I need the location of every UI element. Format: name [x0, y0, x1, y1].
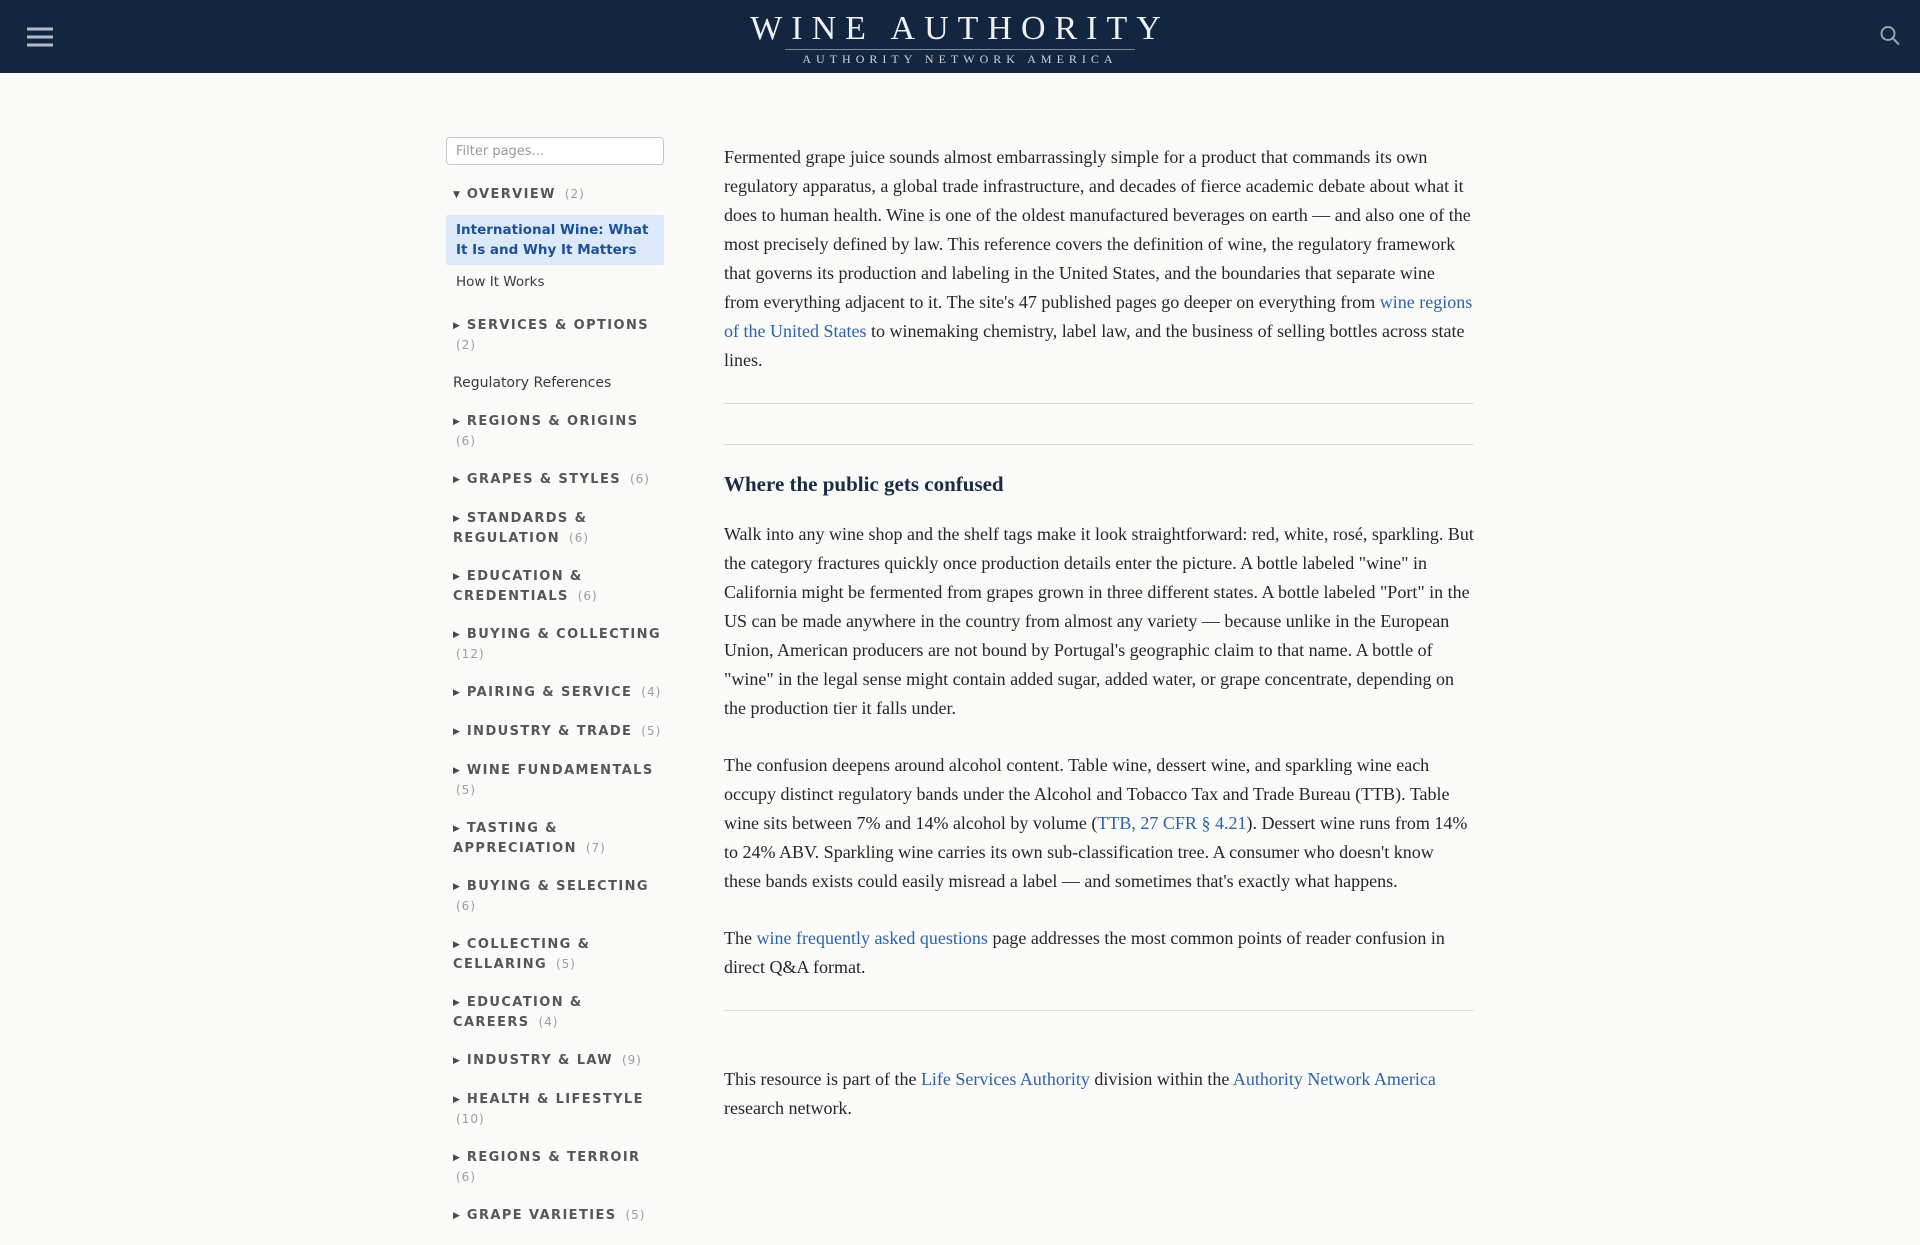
section-heading: Where the public gets confused: [724, 472, 1004, 496]
sidebar-section-count: (4): [538, 1015, 559, 1029]
sidebar-section-count: (4): [641, 685, 662, 699]
chevron-right-icon: ▶: [453, 882, 460, 892]
sidebar-section-count: (6): [569, 531, 590, 545]
sidebar-section-count: (9): [621, 1053, 642, 1067]
sidebar-section-count: (5): [555, 957, 576, 971]
sidebar-section-toggle-education-careers[interactable]: [446, 993, 664, 1032]
sidebar-section-toggle-education-credentials[interactable]: [446, 567, 664, 606]
site-title: WINE AUTHORITY: [750, 10, 1170, 47]
sidebar-section-count: (6): [456, 1170, 476, 1184]
sidebar-section-grapes-styles: [446, 470, 664, 490]
chevron-right-icon: ▶: [453, 475, 460, 485]
site-brand: [0, 0, 1920, 66]
sidebar-section-overview: [446, 185, 664, 297]
site-subtitle: AUTHORITY NETWORK AMERICA: [802, 52, 1118, 66]
sidebar-section-toggle-standards-regulation[interactable]: [446, 509, 664, 548]
sidebar-section-grape-varieties: [446, 1206, 664, 1226]
sidebar-section-toggle-grape-varieties[interactable]: [446, 1206, 664, 1226]
sidebar-section-count: (6): [456, 899, 476, 913]
paragraph: The confusion deepens around alcohol content. Table wine, dessert wine, and sparkling wine each occupy distinct regulatory bands under the Alcohol and Tobacco Tax and Trade Bureau (TTB). Table wine sits between 7% and 14% alcohol by volume (TTB, 27 CFR § 4.21). Dessert wine runs from 14% to 24% ABV. Sparkling wine carries its own sub-classification tree. A consumer who doesn't know these bands exists could easily misread a label — and sometimes that's exactly what happens.: [724, 755, 1468, 891]
sidebar-section-label: HEALTH & LIFESTYLE: [466, 1092, 644, 1107]
sidebar-section-count: (6): [456, 434, 476, 448]
sidebar-section-label: SERVICES & OPTIONS: [466, 318, 650, 333]
page-container: [446, 73, 1474, 1245]
chevron-down-icon: ▼: [453, 190, 460, 200]
chevron-right-icon: ▶: [453, 1153, 460, 1163]
sidebar-section-toggle-grapes-styles[interactable]: [446, 470, 664, 490]
sidebar-section-label: TASTING & APPRECIATION: [453, 821, 577, 856]
chevron-right-icon: ▶: [453, 727, 460, 737]
sidebar-section-label: WINE FUNDAMENTALS: [466, 763, 654, 778]
hamburger-menu-button[interactable]: [27, 22, 53, 51]
text-link-wine-regions-of-the-united-states[interactable]: wine regions of the United States: [724, 292, 1473, 341]
chevron-right-icon: ▶: [453, 1056, 460, 1066]
divider-line: [724, 444, 1474, 445]
sidebar-item-international-wine-what-it-is-and-why-it-matters[interactable]: International Wine: What It Is and Why It Matters: [446, 215, 664, 265]
sidebar-section-toggle-overview[interactable]: [446, 185, 664, 205]
sidebar-section-toggle-wine-fundamentals[interactable]: [446, 761, 664, 800]
sidebar-section-count: (5): [625, 1208, 646, 1222]
sidebar-section-wine-fundamentals: [446, 761, 664, 800]
sidebar-section-toggle-regions-origins[interactable]: [446, 412, 664, 451]
double-section-divider: [724, 403, 1474, 445]
sidebar-section-toggle-buying-collecting[interactable]: [446, 625, 664, 664]
text-link-wine-frequently-asked-questions[interactable]: wine frequently asked questions: [756, 928, 988, 948]
sidebar-section-services-options: [446, 316, 664, 355]
sidebar-item-how-it-works[interactable]: How It Works: [456, 274, 545, 290]
sidebar-section-label: REGIONS & TERROIR: [466, 1150, 641, 1165]
text-link-authority-network-america[interactable]: Authority Network America: [1232, 1069, 1436, 1089]
paragraph: Fermented grape juice sounds almost embarrassingly simple for a product that commands its own regulatory apparatus, a global trade infrastructure, and decades of fierce academic debate about what it does to human health. Wine is one of the oldest manufactured beverages on earth — and also one of the most precisely defined by law. This reference covers the definition of wine, the regulatory framework that governs its production and labeling in the United States, and the boundaries that separate wine from everything adjacent to it. The site's 47 published pages go deeper on everything from wine regions of the United States to winemaking chemistry, label law, and the business of selling bottles across state lines.: [724, 147, 1473, 370]
sidebar-section-label: PAIRING & SERVICE: [466, 685, 633, 700]
filter-pages-input[interactable]: [446, 137, 664, 165]
brand-divider: [785, 49, 1135, 50]
hamburger-icon: [27, 27, 53, 46]
sidebar-item-regulatory-references[interactable]: Regulatory References: [453, 375, 612, 391]
paragraph: Walk into any wine shop and the shelf tags make it look straightforward: red, white, rosé, sparkling. But the category fractures quickly once production details enter the picture. A bottle labeled "wine" in California might be fermented from grapes grown in three different states. A bottle labeled "Port" in the US can be made anywhere in the country from almost any variety — because unlike in the European Union, American producers are not bound by Portugal's geographic claim to that name. A bottle of "wine" in the legal sense might contain added sugar, added water, or grape concentrate, depending on the production tier it falls under.: [724, 524, 1474, 718]
sidebar-section-count: (6): [577, 589, 598, 603]
sidebar-section-toggle-health-lifestyle[interactable]: [446, 1090, 664, 1129]
paragraph: This resource is part of the Life Services Authority division within the Authority Network America research network.: [724, 1069, 1436, 1118]
chevron-right-icon: ▶: [453, 998, 460, 1008]
section-divider: [724, 1010, 1474, 1011]
sidebar-section-regions-origins: [446, 412, 664, 451]
sidebar-nav: [446, 185, 664, 1226]
sidebar-section-standards-regulation: [446, 509, 664, 548]
sidebar: [446, 137, 664, 1245]
chevron-right-icon: ▶: [453, 514, 460, 524]
text-link-ttb-27-cfr-4-21[interactable]: TTB, 27 CFR § 4.21: [1097, 813, 1247, 833]
sidebar-section-toggle-collecting-cellaring[interactable]: [446, 935, 664, 974]
sidebar-section-label: GRAPES & STYLES: [466, 472, 621, 487]
sidebar-section-tasting-appreciation: [446, 819, 664, 858]
sidebar-section-buying-selecting: [446, 877, 664, 916]
sidebar-section-regions-terroir: [446, 1148, 664, 1187]
sidebar-section-toggle-pairing-service[interactable]: [446, 683, 664, 703]
sidebar-section-label: STANDARDS & REGULATION: [453, 511, 588, 546]
main-content: [724, 137, 1474, 1245]
chevron-right-icon: ▶: [453, 766, 460, 776]
sidebar-section-toggle-buying-selecting[interactable]: [446, 877, 664, 916]
sidebar-section-count: (2): [564, 187, 585, 201]
sidebar-section-buying-collecting: [446, 625, 664, 664]
sidebar-section-count: (6): [629, 472, 650, 486]
sidebar-section-collecting-cellaring: [446, 935, 664, 974]
sidebar-section-education-credentials: [446, 567, 664, 606]
sidebar-section-label: REGIONS & ORIGINS: [466, 414, 639, 429]
paragraph: The wine frequently asked questions page addresses the most common points of reader confusion in direct Q&A format.: [724, 928, 1445, 977]
sidebar-section-label: EDUCATION & CAREERS: [453, 995, 583, 1030]
sidebar-page-regulatory-references: [446, 374, 664, 393]
sidebar-section-label: INDUSTRY & TRADE: [466, 724, 633, 739]
sidebar-section-children: [446, 215, 664, 297]
chevron-right-icon: ▶: [453, 1095, 460, 1105]
sidebar-section-label: COLLECTING & CELLARING: [453, 937, 591, 972]
search-button[interactable]: [1878, 23, 1902, 50]
sidebar-section-pairing-service: [446, 683, 664, 703]
sidebar-section-education-careers: [446, 993, 664, 1032]
sidebar-section-toggle-tasting-appreciation[interactable]: [446, 819, 664, 858]
sidebar-section-count: (2): [456, 338, 476, 352]
chevron-right-icon: ▶: [453, 572, 460, 582]
chevron-right-icon: ▶: [453, 321, 460, 331]
sidebar-section-count: (5): [456, 783, 476, 797]
header: [0, 0, 1920, 73]
sidebar-section-toggle-services-options[interactable]: [446, 316, 664, 355]
sidebar-section-industry-trade: [446, 722, 664, 742]
sidebar-section-count: (12): [456, 647, 485, 661]
search-icon: [1878, 23, 1902, 47]
chevron-right-icon: ▶: [453, 824, 460, 834]
sidebar-section-label: BUYING & SELECTING: [466, 879, 649, 894]
sidebar-section-toggle-industry-law[interactable]: [446, 1051, 664, 1071]
sidebar-section-count: (10): [456, 1112, 485, 1126]
sidebar-section-label: INDUSTRY & LAW: [466, 1053, 614, 1068]
sidebar-section-label: OVERVIEW: [466, 187, 556, 202]
sidebar-section-count: (7): [585, 841, 606, 855]
chevron-right-icon: ▶: [453, 417, 460, 427]
sidebar-section-label: BUYING & COLLECTING: [466, 627, 662, 642]
chevron-right-icon: ▶: [453, 1211, 460, 1221]
text-link-life-services-authority[interactable]: Life Services Authority: [920, 1069, 1090, 1089]
divider-line: [724, 403, 1474, 404]
chevron-right-icon: ▶: [453, 940, 460, 950]
sidebar-section-health-lifestyle: [446, 1090, 664, 1129]
sidebar-section-industry-law: [446, 1051, 664, 1071]
chevron-right-icon: ▶: [453, 688, 460, 698]
chevron-right-icon: ▶: [453, 630, 460, 640]
sidebar-section-count: (5): [641, 724, 662, 738]
sidebar-section-label: GRAPE VARIETIES: [466, 1208, 617, 1223]
sidebar-section-toggle-industry-trade[interactable]: [446, 722, 664, 742]
sidebar-section-label: EDUCATION & CREDENTIALS: [453, 569, 583, 604]
sidebar-section-toggle-regions-terroir[interactable]: [446, 1148, 664, 1187]
